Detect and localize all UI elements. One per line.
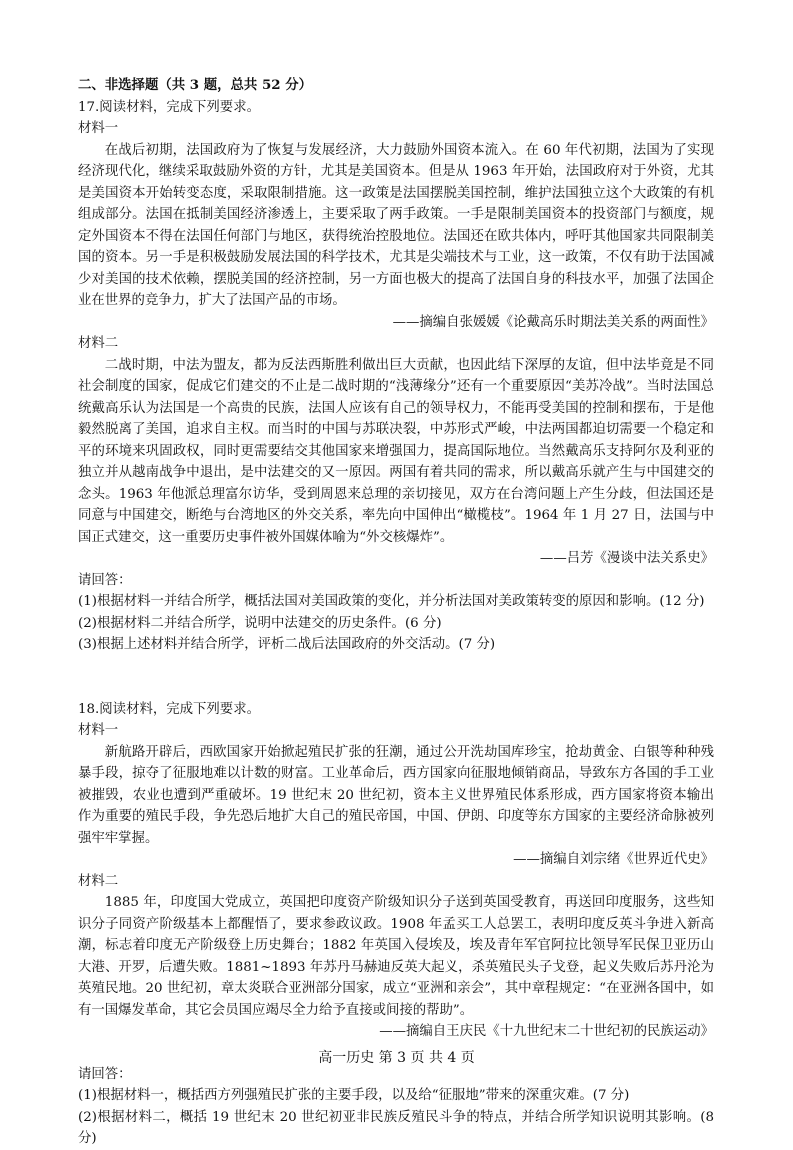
question-gap [78, 656, 714, 699]
q17-question-3: (3)根据上述材料并结合所学，评析二战后法国政府的外交活动。(7 分) [78, 637, 496, 652]
q18-material-1-label: 材料一 [78, 723, 119, 738]
q18-material-2-text: 1885 年，印度国大党成立，英国把印度资产阶级知识分子送到英国受教育，再送回印度服务，这些知识分子同资产阶级基本上都醒悟了，要求参政议政。1908 年孟买工人总罢工，表明印度反英斗争进入新高潮，标志着印度无产阶级登上历史舞台；1882 年英国入侵埃及，埃及青年军官阿拉比领导军民保卫亚历山大港、开罗，后遭失败。1881~1893 年苏丹马赫迪反英大起义，杀英殖民头子戈登，起义失败后苏丹沦为英殖民地。20 世纪初，章太炎联合亚洲部分国家，成立“亚洲和亲会”，其中章程规定：“在亚洲各国中，如有一国爆发革命，其它会员国应竭尽全力给予直接或间接的帮助”。 [78, 895, 714, 1018]
q17-question-1: (1)根据材料一并结合所学，概括法国对美国政策的变化，并分析法国对美政策转变的原因和影响。(12 分) [78, 594, 705, 609]
q17-material-2-label: 材料二 [78, 336, 119, 351]
q17-ask: 请回答： [78, 572, 132, 588]
page-footer: 高一历史 第 3 页 共 4 页 [318, 1050, 475, 1066]
q17-prompt: 17.阅读材料，完成下列要求。 [78, 99, 260, 115]
q18-question-2: (2)根据材料二，概括 19 世纪末 20 世纪初亚非民族反殖民斗争的特点，并结合所学知识说明其影响。(8 分) [78, 1109, 714, 1146]
q18-material-2-label: 材料二 [78, 873, 119, 889]
q18-material-1-text: 新航路开辟后，西欧国家开始掀起殖民扩张的狂潮，通过公开洗劫国库珍宝，抢劫黄金、白银等种种残暴手段，掠夺了征服地难以计数的财富。工业革命后，西方国家向征服地倾销商品，导致东方各国的手工业被摧毁，农业也遭到严重破坏。19 世纪末 20 世纪初，资本主义世界殖民体系形成，西方国家将资本输出作为重要的殖民手段，争先恐后地扩大自己的殖民帝国，中国、伊朗、印度等东方国家的主要经济命脉被列强牢牢掌握。 [78, 744, 714, 846]
exam-page [78, 75, 714, 1150]
q17-material-1-source: ——摘编自张媛媛《论戴高乐时期法美关系的两面性》 [392, 314, 714, 330]
q18-prompt: 18.阅读材料，完成下列要求。 [78, 701, 260, 717]
q18-material-2-source: ——摘编自王庆民《十九世纪末二十世纪初的民族运动》 [379, 1024, 714, 1039]
q17-material-2-text: 二战时期，中法为盟友，都为反法西斯胜利做出巨大贡献，也因此结下深厚的友谊，但中法毕竟是不同社会制度的国家，促成它们建交的不止是二战时期的“浅薄缘分”还有一个重要原因“美苏冷战”。当时法国总统戴高乐认为法国是一个高贵的民族，法国人应该有自己的领导权力，不能再受美国的控制和摆布，于是他毅然脱离了美国，追求自主权。而当时的中国与苏联决裂，中苏形式严峻，中法两国都迫切需要一个稳定和平的环境来巩固政权，同时更需要结交其他国家来增强国力，提高国际地位。当然戴高乐支持阿尔及利亚的独立并从越南战争中退出，是中法建交的又一原因。两国有着共同的需求，所以戴高乐就产生与中国建交的念头。1963 年他派总理富尔访华，受到周恩来总理的亲切接见，双方在台湾问题上产生分歧，但法国还是同意与中国建交，断绝与台湾地区的外交关系，率先向中国伸出“橄榄枝”。1964 年 1 月 27 日，法国与中国正式建交，这一重要历史事件被外国媒体喻为“外交核爆炸”。 [78, 357, 714, 545]
section-title: 二、非选择题（共 3 题，总共 52 分） [78, 77, 313, 93]
q18-material-1-source: ——摘编自刘宗绪《世界近代史》 [513, 852, 714, 867]
q17-material-1-label: 材料一 [78, 121, 119, 136]
q17-material-2-source: ——吕芳《漫谈中法关系史》 [539, 551, 714, 566]
q17-question-2: (2)根据材料二并结合所学，说明中法建交的历史条件。(6 分) [78, 615, 442, 631]
q18-question-1: (1)根据材料一，概括西方列强殖民扩张的主要手段，以及给“征服地”带来的深重灾难。(7 分) [78, 1088, 630, 1103]
q18-ask: 请回答： [78, 1066, 132, 1082]
q17-material-1-text: 在战后初期，法国政府为了恢复与发展经济，大力鼓励外国资本流入。在 60 年代初期，法国为了实现经济现代化，继续采取鼓励外资的方针，尤其是美国资本。但是从 1963 年开始，法国政府对于外资，尤其是美国资本开始转变态度，采取限制措施。这一政策是法国摆脱美国控制，维护法国独立这个大政策的有机组成部分。法国在抵制美国经济渗透上，主要采取了两手政策。一手是限制美国资本的投资部门与额度，规定外国资本不得在法国任何部门与地区，获得统治控股地位。法国还在欧共体内，呼吁其他国家共同限制美国的资本。另一手是积极鼓励发展法国的科学技术，尤其是尖端技术与工业，这一政策，不仅有助于法国减少对美国的技术依赖，摆脱美国的经济控制，另一方面也极大的提高了法国自身的科技水平，加强了法国企业在世界的竞争力，扩大了法国产品的市场。 [78, 142, 714, 308]
